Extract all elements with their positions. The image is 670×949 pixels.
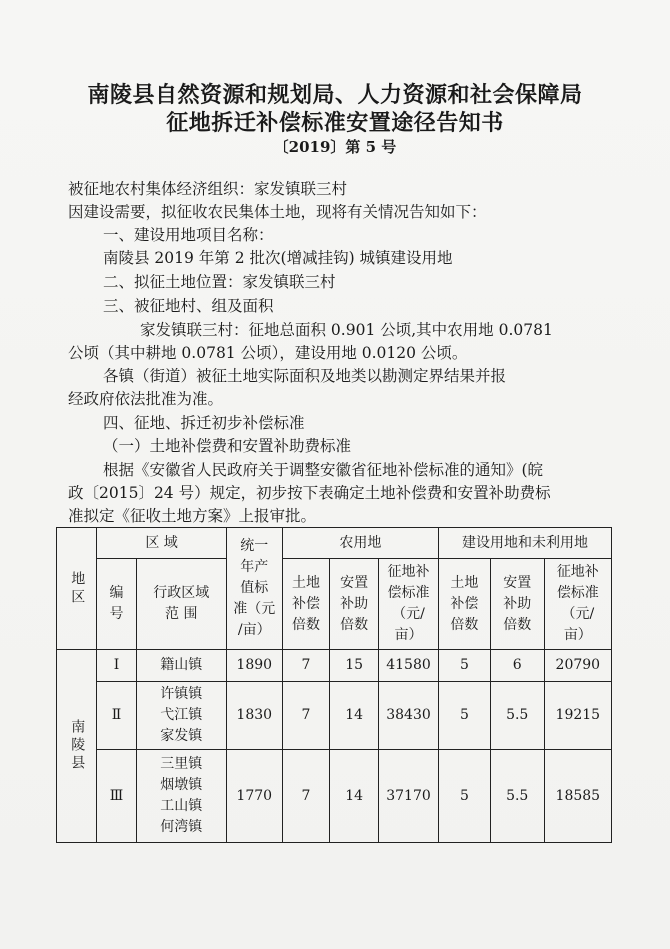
row-farm-standard: 37170: [378, 750, 438, 843]
row-build-land-multiple: 5: [439, 682, 491, 750]
header-zone: 区 域: [97, 528, 226, 559]
row-build-land-multiple: 5: [439, 650, 491, 682]
header-build-land-multiple: 土地 补偿 倍数: [439, 559, 491, 650]
recipient-line: 被征地农村集体经济组织：家发镇联三村: [68, 180, 348, 198]
header-area: 地区: [57, 528, 97, 650]
section3-line2: 公顷（其中耕地 0.0781 公顷），建设用地 0.0120 公顷。: [68, 344, 468, 362]
row-farm-land-multiple: 7: [282, 650, 330, 682]
county-cell: 南陵县: [57, 650, 97, 843]
doc-number: 〔2019〕第 5 号: [273, 138, 397, 156]
section2-heading: 二、拟征土地位置：家发镇联三村: [103, 273, 336, 291]
doc-title-line2: 征地拆迁补偿标准安置途径告知书: [166, 111, 504, 136]
section3-line1: 家发镇联三村：征地总面积 0.901 公顷,其中农用地 0.0781: [140, 321, 553, 339]
header-farm-land-multiple: 土地 补偿 倍数: [282, 559, 330, 650]
section4-heading: 四、征地、拆迁初步补偿标准: [103, 414, 305, 432]
header-number: 编 号: [97, 559, 136, 650]
header-build-standard: 征地补 偿标准 （元/ 亩）: [544, 559, 611, 650]
row-farm-resettle-multiple: 14: [330, 750, 379, 843]
row-number: Ⅲ: [97, 750, 136, 843]
row-build-resettle-multiple: 5.5: [490, 682, 544, 750]
section3-line3: 各镇（街道）被征土地实际面积及地类以勘测定界结果并报: [103, 367, 507, 385]
row-towns: 籍山镇: [136, 650, 226, 682]
section3-line4: 经政府依法批准为准。: [68, 390, 224, 408]
table-row: [57, 750, 612, 843]
compensation-table: [56, 527, 612, 843]
row-number: Ⅱ: [97, 682, 136, 750]
row-output: 1830: [226, 682, 282, 750]
section4-sub1: （一）土地补偿费和安置补助费标准: [103, 437, 352, 455]
row-build-standard: 19215: [544, 682, 611, 750]
row-build-resettle-multiple: 6: [490, 650, 544, 682]
header-farm-resettle-multiple: 安置 补助 倍数: [330, 559, 379, 650]
section1-content: 南陵县 2019 年第 2 批次(增减挂钩) 城镇建设用地: [103, 249, 453, 267]
row-towns: 许镇镇 弋江镇 家发镇: [136, 682, 226, 750]
row-output: 1770: [226, 750, 282, 843]
header-admin-scope: 行政区域 范 围: [136, 559, 226, 650]
row-farm-resettle-multiple: 15: [330, 650, 379, 682]
row-farm-standard: 41580: [378, 650, 438, 682]
doc-title-line1: 南陵县自然资源和规划局、人力资源和社会保障局: [87, 83, 583, 108]
row-towns: 三里镇 烟墩镇 工山镇 何湾镇: [136, 750, 226, 843]
row-build-standard: 20790: [544, 650, 611, 682]
header-farmland: 农用地: [282, 528, 438, 559]
section4-para-line2: 政〔2015〕24 号）规定，初步按下表确定土地补偿费和安置补助费标: [68, 484, 551, 502]
section4-para-line3: 准拟定《征收土地方案》上报审批。: [68, 507, 317, 525]
header-construction-land: 建设用地和未利用地: [439, 528, 612, 559]
header-build-resettle-multiple: 安置 补助 倍数: [490, 559, 544, 650]
row-build-resettle-multiple: 5.5: [490, 750, 544, 843]
row-output: 1890: [226, 650, 282, 682]
row-farm-land-multiple: 7: [282, 682, 330, 750]
header-output-value: 统一 年产 值标 准（元 /亩）: [226, 528, 282, 650]
row-farm-resettle-multiple: 14: [330, 682, 379, 750]
table-row: [57, 682, 612, 750]
section4-para-line1: 根据《安徽省人民政府关于调整安徽省征地补偿标准的通知》(皖: [103, 461, 544, 479]
row-farm-standard: 38430: [378, 682, 438, 750]
row-build-standard: 18585: [544, 750, 611, 843]
header-farm-standard: 征地补 偿标准 （元/ 亩）: [378, 559, 438, 650]
row-number: Ⅰ: [97, 650, 136, 682]
intro-line: 因建设需要，拟征收农民集体土地，现将有关情况告知如下：: [68, 203, 487, 221]
row-build-land-multiple: 5: [439, 750, 491, 843]
section3-heading: 三、被征地村、组及面积: [103, 297, 274, 315]
row-farm-land-multiple: 7: [282, 750, 330, 843]
section1-heading: 一、建设用地项目名称：: [103, 226, 274, 244]
table-row: [57, 650, 612, 682]
